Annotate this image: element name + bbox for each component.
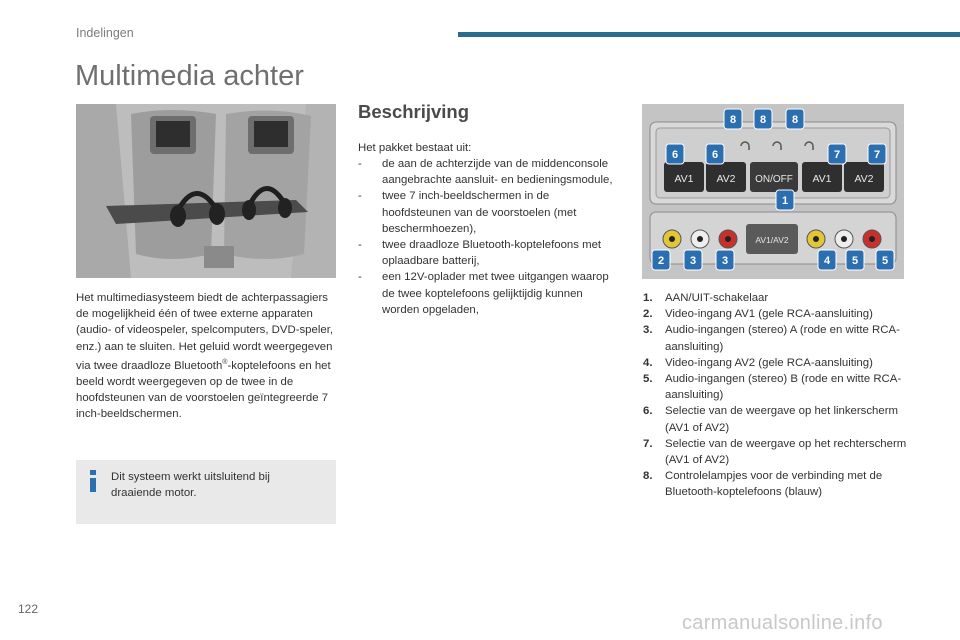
header-accent-bar bbox=[458, 32, 960, 37]
list-item: - twee 7 inch-beeldschermen in de hoofdsteunen van de voorstoelen (met beschermhoezen), bbox=[358, 190, 577, 235]
button-label-av2-left: AV2 bbox=[716, 173, 736, 185]
legend-item: 5. Audio-ingangen (stereo) B (rode en witte RCA-aansluiting) bbox=[643, 373, 902, 402]
info-note-text: Dit systeem werkt uitsluitend bij draaiende motor. bbox=[111, 471, 270, 500]
legend-item: 6. Selectie van de weergave op het linkerscherm (AV1 of AV2) bbox=[643, 405, 899, 434]
list-item: - de aan de achterzijde van de middenconsole aangebrachte aansluit- en bedieningsmodule, bbox=[358, 158, 613, 187]
legend-list bbox=[643, 290, 908, 501]
button-label-av1-right: AV1 bbox=[812, 173, 832, 185]
callout-5: 5 bbox=[851, 255, 859, 267]
page-number: 122 bbox=[18, 602, 39, 616]
description-list bbox=[358, 156, 620, 318]
button-label-av1-left: AV1 bbox=[674, 173, 694, 185]
callout-8: 8 bbox=[791, 114, 799, 126]
legend-item: 8. Controlelampjes voor de verbinding met de Bluetooth-koptelefoons (blauw) bbox=[643, 470, 883, 499]
panel-label-av1-av2: AV1/AV2 bbox=[755, 235, 789, 245]
intro-paragraph: Het multimediasysteem biedt de achterpassagiers de mogelijkheid één of twee externe apparaten (audio- of videospeler, spelcomputers, DVD-speler, enz.) aan te sluiten. Het geluid wordt weergegeven via twee draadloze Bluetooth®-koptelefoons en het beeld wordt weergegeven op de twee in de hoofdsteunen van de voorstoelen geïntegreerde 7 inch-beeldschermen. bbox=[76, 292, 334, 421]
control-module-illustration bbox=[642, 104, 904, 279]
legend-item: 7. Selectie van de weergave op het rechterscherm (AV1 of AV2) bbox=[643, 437, 907, 467]
info-icon bbox=[86, 470, 100, 492]
callout-6: 6 bbox=[711, 149, 719, 161]
callout-1: 1 bbox=[781, 195, 789, 207]
list-item: - een 12V-oplader met twee uitgangen waarop de twee koptelefoons gelijktijdig kunnen worden opgeladen, bbox=[358, 271, 609, 316]
callout-5: 5 bbox=[881, 255, 889, 267]
rear-seats-photo bbox=[76, 104, 336, 278]
control-module-photo bbox=[642, 104, 904, 279]
legend-item: 1. AAN/UIT-schakelaar bbox=[643, 292, 769, 304]
legend-item: 3. Audio-ingangen (stereo) A (rode en witte RCA-aansluiting) bbox=[643, 324, 900, 353]
callout-3: 3 bbox=[689, 255, 697, 267]
legend-item: 4. Video-ingang AV2 (gele RCA-aansluiting) bbox=[643, 356, 873, 369]
description-heading: Beschrijving bbox=[358, 101, 470, 122]
callout-7: 7 bbox=[833, 149, 841, 161]
callout-6: 6 bbox=[671, 149, 679, 161]
callout-2: 2 bbox=[657, 255, 665, 267]
list-item: - twee draadloze Bluetooth-koptelefoons met oplaadbare batterij, bbox=[358, 239, 602, 268]
button-label-av2-right: AV2 bbox=[854, 173, 874, 185]
watermark: carmanualsonline.info bbox=[682, 612, 883, 634]
legend-item: 2. Video-ingang AV1 (gele RCA-aansluiting) bbox=[643, 308, 873, 321]
button-label-on-off: ON/OFF bbox=[755, 174, 793, 185]
callout-3: 3 bbox=[721, 255, 729, 267]
callout-7: 7 bbox=[873, 149, 881, 161]
callout-8: 8 bbox=[729, 114, 737, 126]
page-title: Multimedia achter bbox=[75, 60, 304, 92]
callout-8: 8 bbox=[759, 114, 767, 126]
callout-4: 4 bbox=[823, 255, 831, 267]
rear-seats-illustration bbox=[76, 104, 336, 278]
description-intro: Het pakket bestaat uit: bbox=[358, 142, 472, 154]
section-label: Indelingen bbox=[76, 26, 134, 40]
info-note bbox=[76, 460, 336, 524]
